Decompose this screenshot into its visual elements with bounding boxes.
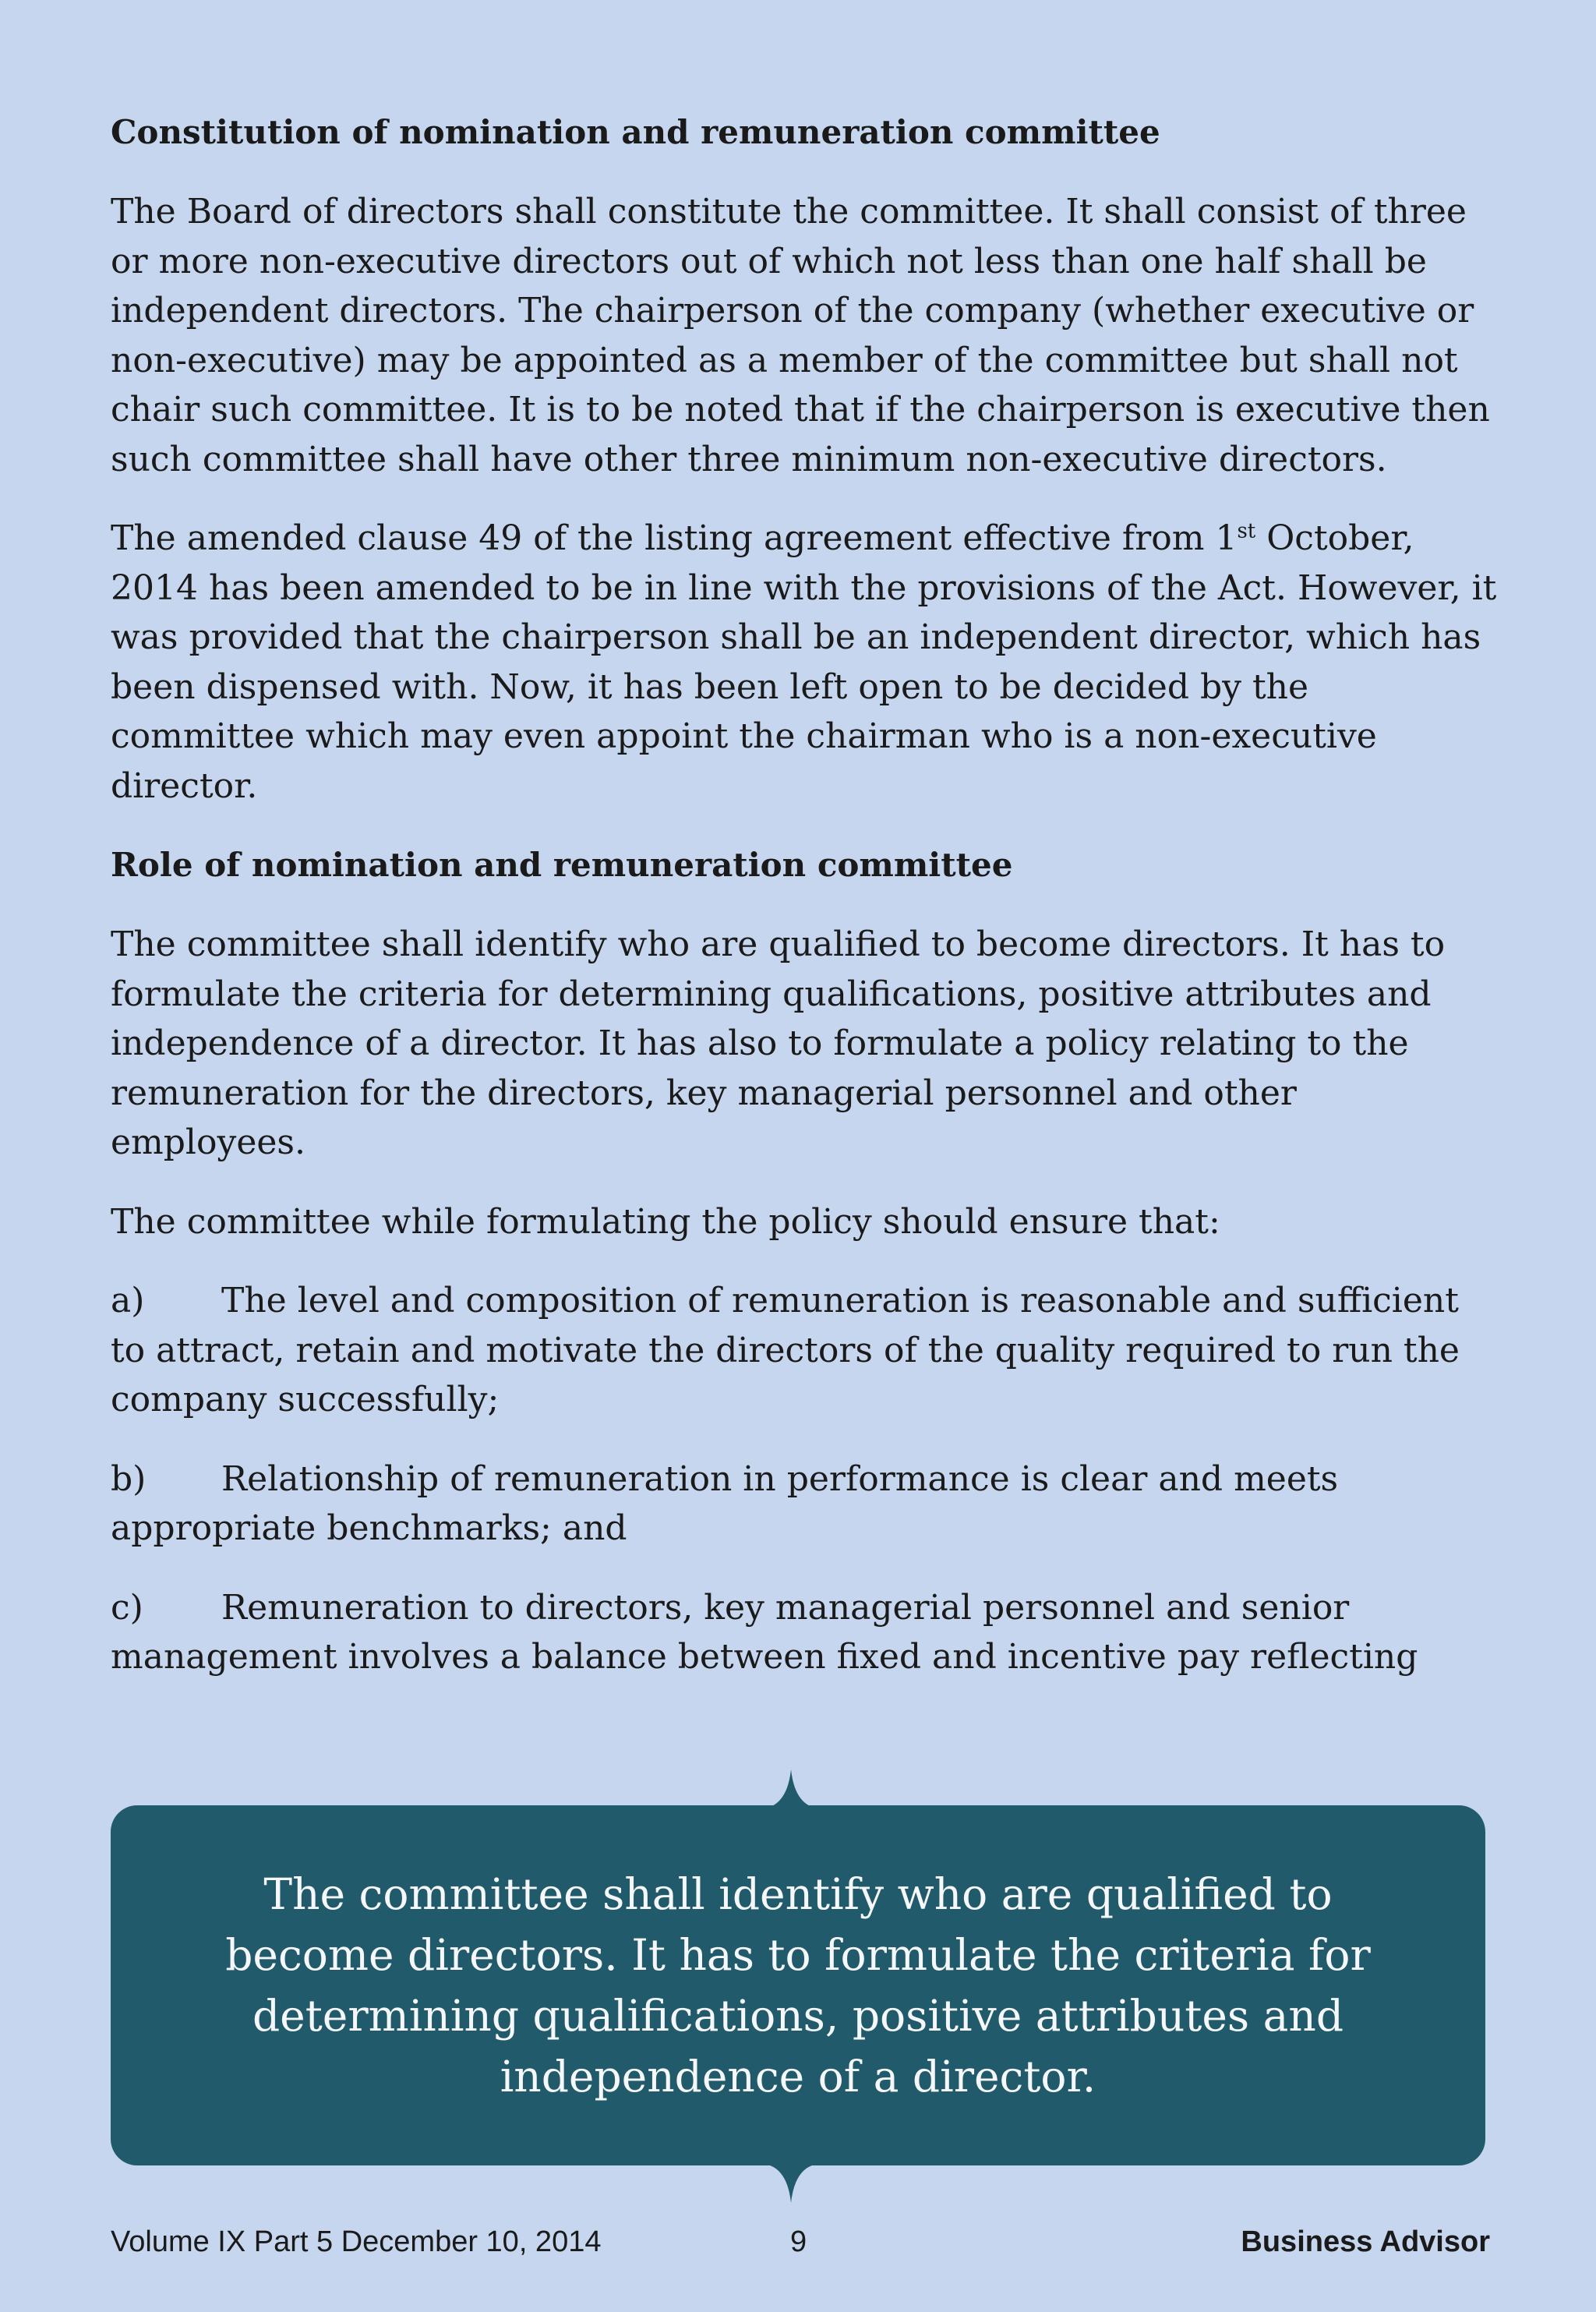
- list-item-text: Relationship of remuneration in performance is clear and meets appropriate benchmarks; and: [111, 1458, 1339, 1548]
- page-number: 9: [790, 2225, 807, 2258]
- paragraph: [111, 514, 1498, 811]
- paragraph: The committee while formulating the policy should ensure that:: [111, 1201, 1220, 1242]
- list-item: [111, 1455, 1498, 1554]
- paragraph-text: The amended clause 49 of the listing agreement effective from 1: [111, 518, 1238, 558]
- list-item: [111, 1583, 1498, 1682]
- list-marker: a): [111, 1281, 145, 1320]
- publication-name: Business Advisor: [1241, 2225, 1490, 2258]
- paragraph: The Board of directors shall constitute the committee. It shall consist of three or more non-executive directors out of which not less than one half shall be independent directors. The chairperson of the company (whether executive or non-executive) may be appointed as a member of the committee but shall not chair such committee. It is to be noted that if the chairperson is executive then such committee shall have other three minimum non-executive directors.: [111, 192, 1490, 479]
- footer-issue-info: Volume IX Part 5 December 10, 2014: [111, 2225, 602, 2258]
- list-marker: c): [111, 1587, 143, 1628]
- superscript-ordinal: st: [1237, 519, 1256, 543]
- list-item-text: The level and composition of remuneration is reasonable and sufficient to attract, retain and motivate the directors of the quality required to run the company successfully;: [111, 1281, 1460, 1419]
- page-footer: [111, 2218, 1490, 2265]
- pull-quote-text: The committee shall identify who are qualified to become directors. It has to formulate the criteria for determining qualifications, positive attributes and independence of a director.: [225, 1869, 1371, 2102]
- callout-notch-bottom: [764, 2164, 818, 2203]
- article-body: [111, 108, 1498, 1712]
- paragraph-text: October, 2014 has been amended to be in line with the provisions of the Act. However, it was provided that the chairperson shall be an independent director, which has been dispensed with. Now, it has been left open to be decided by the committee which may even appoint the chairman who is a non-executive director.: [111, 518, 1497, 806]
- list-marker: b): [111, 1458, 147, 1499]
- list-item: [111, 1276, 1498, 1425]
- callout-notch-top: [764, 1769, 818, 1808]
- section-heading-role: Role of nomination and remuneration committee: [111, 846, 1013, 884]
- section-heading-constitution: Constitution of nomination and remuneration committee: [111, 113, 1160, 151]
- list-item-text: Remuneration to directors, key managerial personnel and senior management involves a balance between fixed and incentive pay reflecting: [111, 1587, 1418, 1677]
- pull-quote-callout: [111, 1805, 1485, 2165]
- paragraph: The committee shall identify who are qualified to become directors. It has to formulate the criteria for determining qualifications, positive attributes and independence of a director. It has also to formulate a policy relating to the remuneration for the directors, key managerial personnel and other employees.: [111, 924, 1446, 1162]
